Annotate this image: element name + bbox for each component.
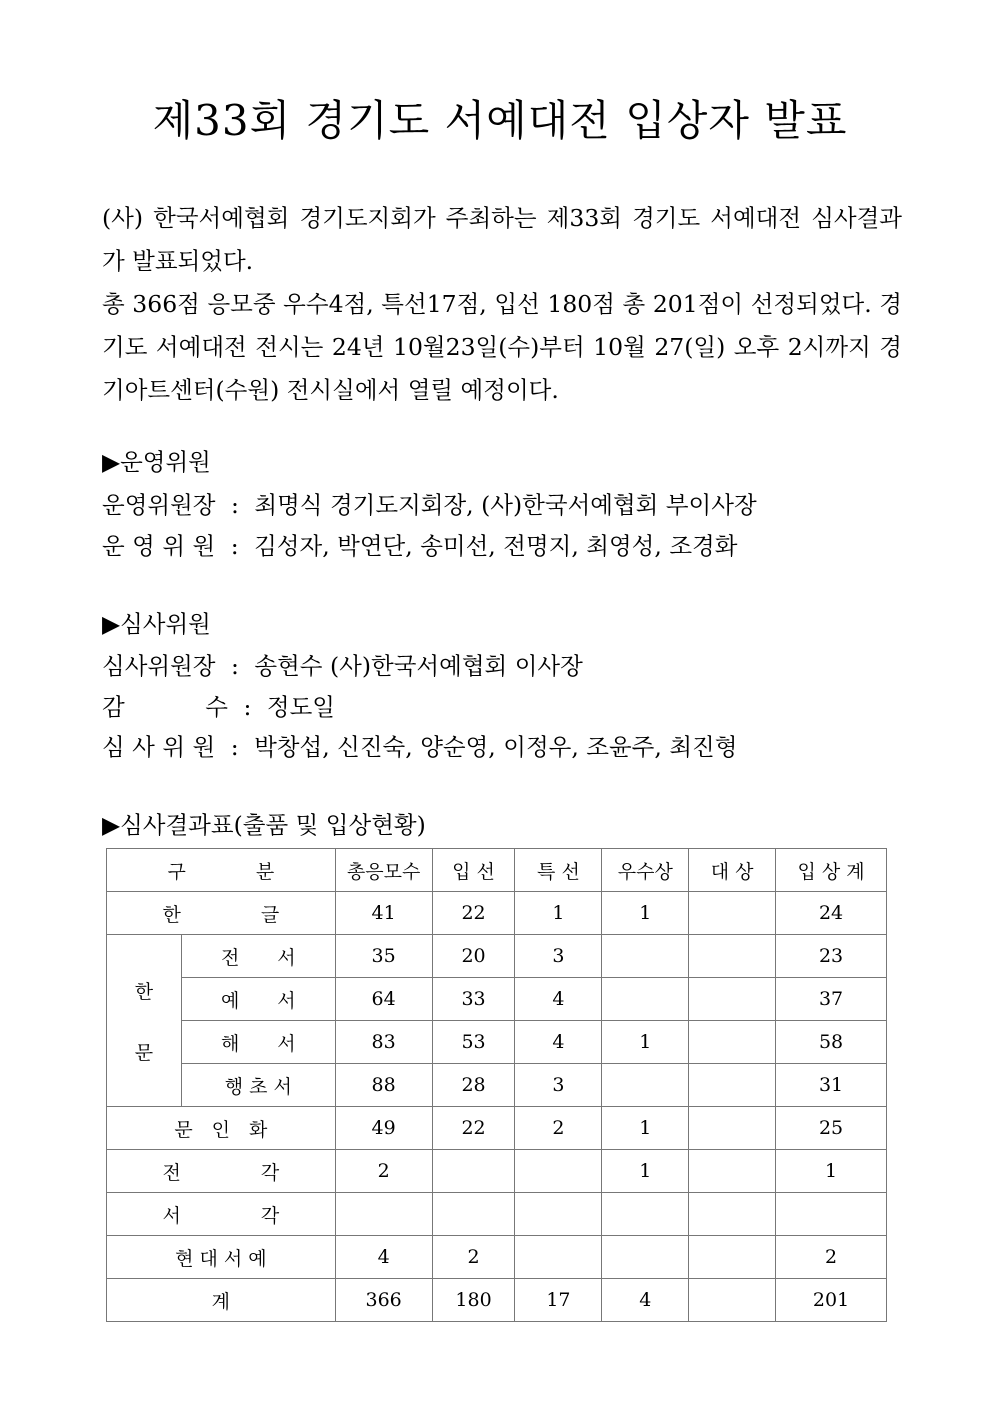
cell-total: 201 [776,1279,887,1322]
table-row [107,935,887,978]
cell-grand [689,1064,776,1107]
cell-selected: 180 [432,1279,515,1322]
hanmun-label-a: 한 [134,980,154,1003]
header-total-entries: 총응모수 [335,849,432,892]
operating-chair-value: 최명식 경기도지회장, (사)한국서예협회 부이사장 [254,491,757,519]
page-title: 제33회 경기도 서예대전 입상자 발표 [152,96,848,145]
cell-selected: 28 [432,1064,515,1107]
cell-grand [689,1021,776,1064]
supervisor-value: 정도일 [266,693,335,721]
colon: : [231,652,239,680]
cell-special: 3 [515,935,602,978]
cell-entries: 64 [335,978,432,1021]
cell-grand [689,935,776,978]
cell-special: 4 [515,1021,602,1064]
cell-entries: 366 [335,1279,432,1322]
cell-selected: 22 [432,892,515,935]
colon: : [230,733,239,761]
operating-members-line [102,527,737,561]
cell-special [515,1193,602,1236]
cell-excellence: 1 [602,1021,689,1064]
cell-entries: 83 [335,1021,432,1064]
operating-chair-label: 운영위원장 [102,491,216,519]
cell-entries [335,1193,432,1236]
cell-selected: 33 [432,978,515,1021]
cell-selected [432,1150,515,1193]
cell-entries: 2 [335,1150,432,1193]
judging-members-label: 심 사 위 원 [102,733,216,761]
cell-total: 31 [776,1064,887,1107]
cell-special: 2 [515,1107,602,1150]
results-table [106,848,887,1322]
row-label: 행 초 서 [181,1064,335,1107]
hanmun-label-b: 문 [134,1041,154,1064]
table-row [107,1150,887,1193]
cell-selected: 22 [432,1107,515,1150]
cell-excellence [602,1236,689,1279]
operating-members-label: 운 영 위 원 [102,532,216,560]
table-row [107,1107,887,1150]
hanmun-group-label [107,935,182,1107]
cell-selected [432,1193,515,1236]
cell-excellence [602,1193,689,1236]
row-label-b: 각 [260,1161,280,1184]
operating-committee-heading: ▶운영위원 [102,448,211,476]
row-label-a: 한 [162,903,181,926]
cell-grand [689,1107,776,1150]
cell-total: 37 [776,978,887,1021]
judging-chair-label: 심사위원장 [102,652,216,680]
cell-grand [689,1279,776,1322]
cell-special [515,1150,602,1193]
row-label-a: 서 [162,1204,181,1227]
cell-grand [689,892,776,935]
cell-total: 1 [776,1150,887,1193]
supervisor-label-b: 수 [205,693,228,721]
operating-chair-line [102,486,757,520]
cell-total: 24 [776,892,887,935]
cell-excellence: 1 [602,1107,689,1150]
row-label: 해 서 [181,1021,335,1064]
cell-entries: 41 [335,892,432,935]
cell-grand [689,978,776,1021]
cell-entries: 4 [335,1236,432,1279]
results-heading: ▶심사결과표(출품 및 입상현황) [102,811,426,839]
row-label: 현 대 서 예 [107,1236,336,1279]
cell-special [515,1236,602,1279]
cell-excellence: 4 [602,1279,689,1322]
cell-special: 3 [515,1064,602,1107]
header-grand: 대 상 [689,849,776,892]
table-row [107,892,887,935]
cell-grand [689,1236,776,1279]
cell-excellence: 1 [602,892,689,935]
judging-committee-heading: ▶심사위원 [102,610,211,638]
intro-line-2: 총 366점 응모중 우수4점, 특선17점, 입선 180점 총 201점이 선정되었다. 경기도 서예대전 전시는 24년 10월23일(수)부터 10월 27(일) 오후 2시까지 경기아트센터(수원) 전시실에서 열릴 예정이다. [102,290,902,404]
row-label: 문 인 화 [107,1107,336,1150]
cell-entries: 88 [335,1064,432,1107]
cell-selected: 53 [432,1021,515,1064]
colon: : [243,693,252,721]
row-label [107,1150,336,1193]
cell-total [776,1193,887,1236]
row-label: 전 서 [181,935,335,978]
colon: : [231,491,239,519]
judging-members-value: 박창섭, 신진숙, 양순영, 이정우, 조윤주, 최진형 [254,733,738,761]
judging-members-line [102,728,737,762]
row-label [107,892,336,935]
judging-chair-value: 송현수 (사)한국서예협회 이사장 [254,652,583,680]
operating-members-value: 김성자, 박연단, 송미선, 전명지, 최영성, 조경화 [254,532,738,560]
supervisor-line [102,688,335,722]
cell-selected: 20 [432,935,515,978]
supervisor-label-a: 감 [102,693,125,721]
cell-total: 25 [776,1107,887,1150]
cell-total: 58 [776,1021,887,1064]
intro-line-1: (사) 한국서예협회 경기도지회가 주최하는 제33회 경기도 서예대전 심사결과가 발표되었다. [102,204,902,275]
cell-selected: 2 [432,1236,515,1279]
table-header-row [107,849,887,892]
colon: : [230,532,239,560]
row-label: 계 [107,1279,336,1322]
cell-excellence [602,1064,689,1107]
row-label [107,1193,336,1236]
cell-grand [689,1193,776,1236]
table-row [107,1193,887,1236]
table-row [107,1236,887,1279]
cell-excellence [602,978,689,1021]
table-row [107,1021,887,1064]
table-row [107,978,887,1021]
cell-entries: 35 [335,935,432,978]
header-winners-total: 입 상 계 [776,849,887,892]
cell-excellence: 1 [602,1150,689,1193]
cell-excellence [602,935,689,978]
row-label-a: 전 [162,1161,181,1184]
header-special: 특 선 [515,849,602,892]
header-excellence: 우수상 [602,849,689,892]
row-label-b: 각 [260,1204,280,1227]
cell-total: 2 [776,1236,887,1279]
row-label: 예 서 [181,978,335,1021]
header-category-b: 분 [255,860,275,883]
cell-entries: 49 [335,1107,432,1150]
cell-grand [689,1150,776,1193]
header-category-a: 구 [167,860,186,883]
table-row [107,1064,887,1107]
header-category [107,849,336,892]
row-label-b: 글 [260,903,280,926]
header-selected: 입 선 [432,849,515,892]
cell-special: 4 [515,978,602,1021]
table-total-row [107,1279,887,1322]
cell-special: 1 [515,892,602,935]
supervisor-label [102,688,228,722]
cell-total: 23 [776,935,887,978]
judging-chair-line [102,647,583,681]
intro-paragraph [102,197,902,412]
cell-special: 17 [515,1279,602,1322]
